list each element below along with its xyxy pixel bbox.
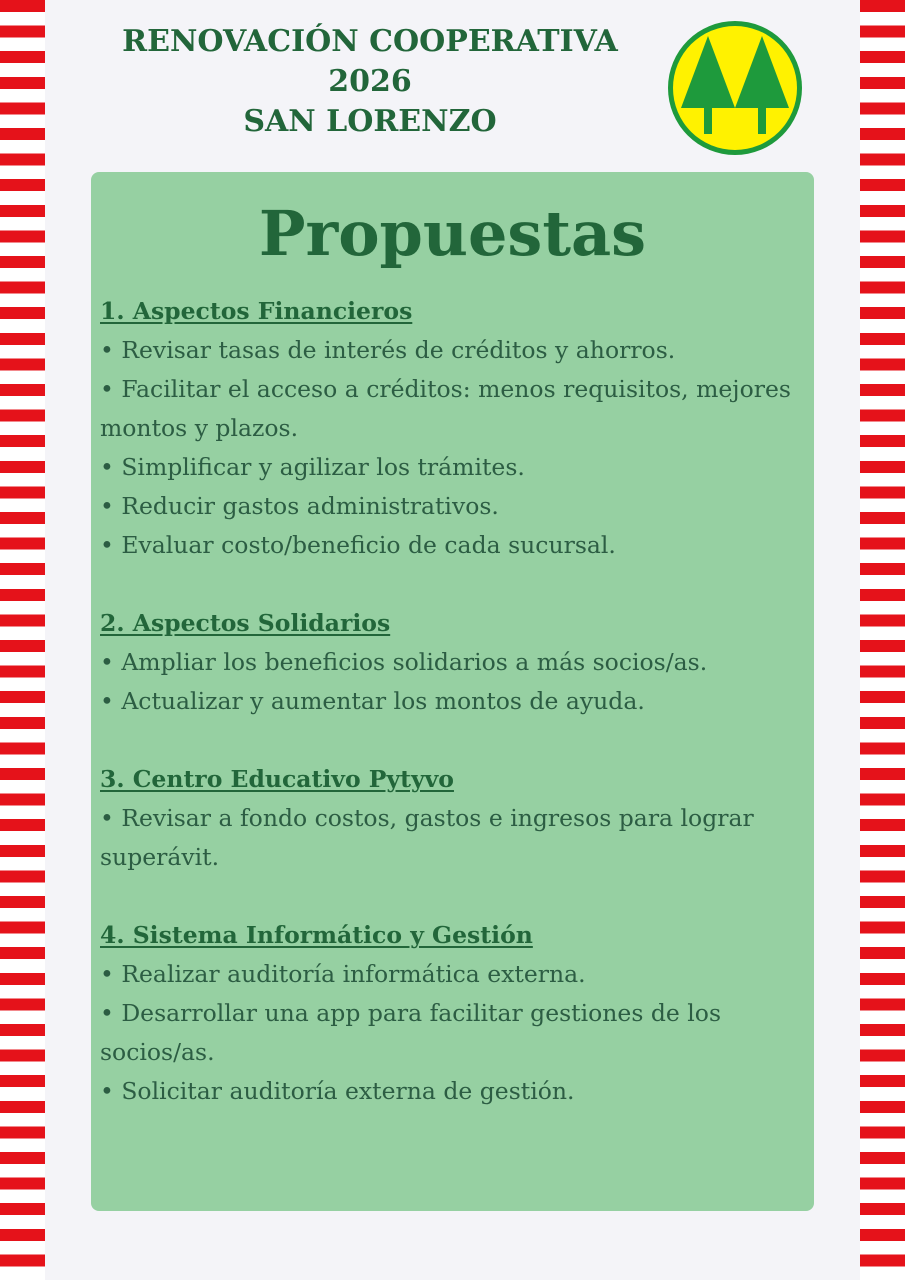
cooperative-twin-pines-icon bbox=[665, 18, 805, 158]
section-financieros bbox=[100, 292, 805, 565]
bullet-item: • Evaluar costo/beneficio de cada sucursal. bbox=[100, 531, 616, 559]
page-title bbox=[100, 22, 640, 142]
section-sistema-informatico bbox=[100, 916, 805, 1111]
section-heading: 4. Sistema Informático y Gestión bbox=[100, 921, 533, 949]
bullet-item: • Facilitar el acceso a créditos: menos requisitos, mejores montos y plazos. bbox=[100, 375, 791, 442]
bullet-item: • Actualizar y aumentar los montos de ayuda. bbox=[100, 687, 645, 715]
title-line-3: SAN LORENZO bbox=[243, 104, 497, 139]
proposals-panel bbox=[91, 172, 814, 1211]
bullet-item: • Ampliar los beneficios solidarios a más socios/as. bbox=[100, 648, 708, 676]
panel-title: Propuestas bbox=[258, 197, 647, 270]
bullet-item: • Solicitar auditoría externa de gestión. bbox=[100, 1077, 575, 1105]
bullet-item: • Simplificar y agilizar los trámites. bbox=[100, 453, 525, 481]
right-striped-border bbox=[860, 0, 905, 1280]
section-solidarios bbox=[100, 604, 805, 721]
title-line-2: 2026 bbox=[328, 64, 412, 99]
bullet-item: • Reducir gastos administrativos. bbox=[100, 492, 499, 520]
bullet-item: • Revisar tasas de interés de créditos y ahorros. bbox=[100, 336, 676, 364]
section-centro-educativo bbox=[100, 760, 805, 877]
section-heading: 3. Centro Educativo Pytyvo bbox=[100, 765, 454, 793]
section-heading: 2. Aspectos Solidarios bbox=[100, 609, 391, 637]
bullet-item: • Revisar a fondo costos, gastos e ingresos para lograr superávit. bbox=[100, 804, 754, 871]
bullet-item: • Realizar auditoría informática externa. bbox=[100, 960, 586, 988]
proposals-content bbox=[100, 292, 805, 1150]
left-striped-border bbox=[0, 0, 45, 1280]
title-line-1: RENOVACIÓN COOPERATIVA bbox=[122, 24, 618, 59]
bullet-item: • Desarrollar una app para facilitar gestiones de los socios/as. bbox=[100, 999, 722, 1066]
section-heading: 1. Aspectos Financieros bbox=[100, 297, 413, 325]
